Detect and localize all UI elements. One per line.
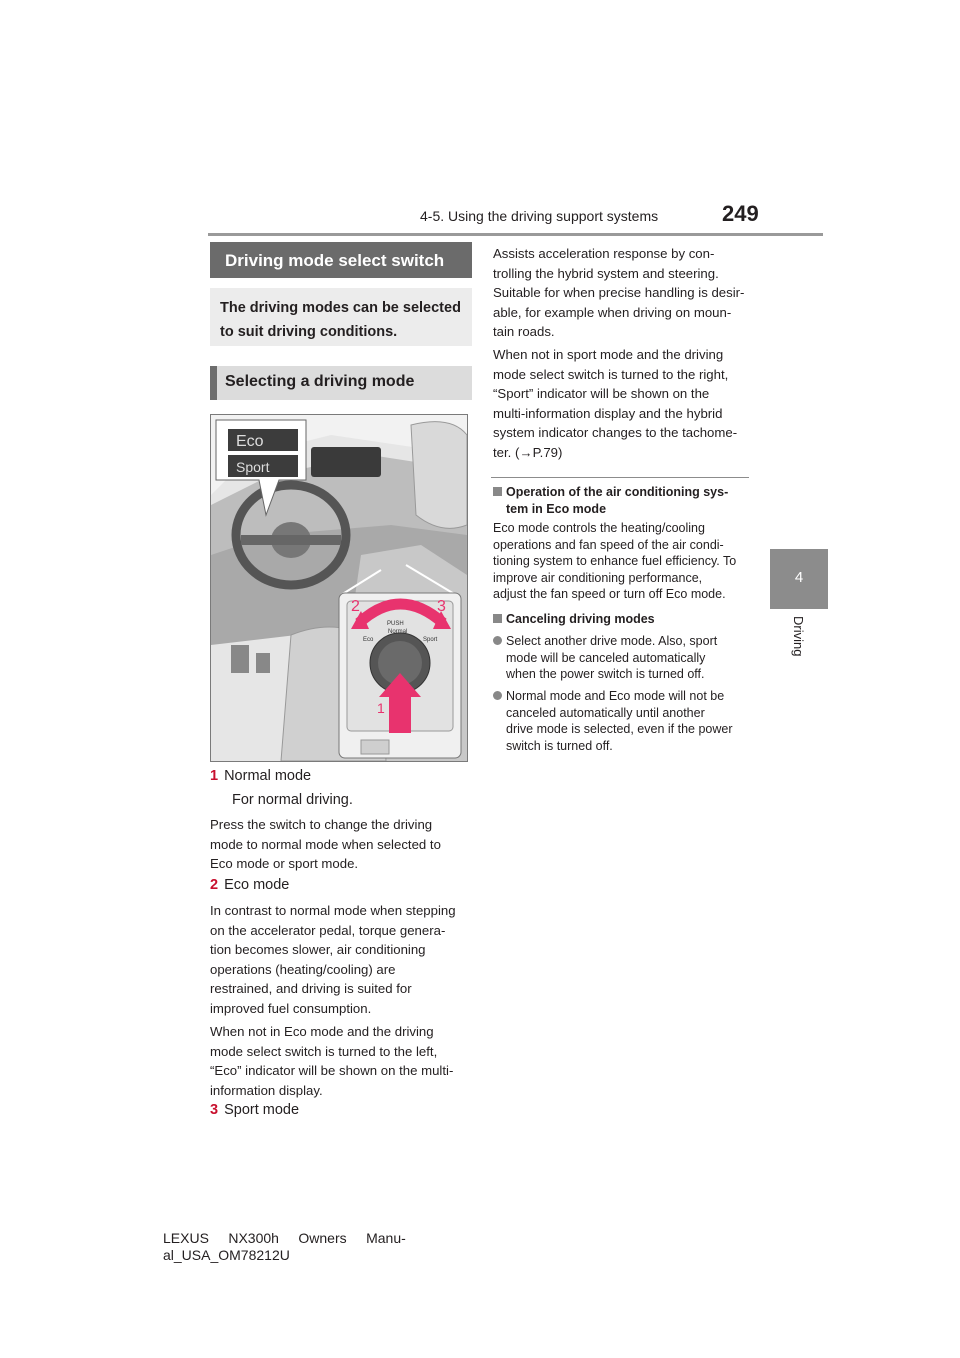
mode-1-sub: For normal driving. [232, 792, 353, 808]
chapter-label: Driving [791, 616, 806, 657]
subsection-heading-selecting: Selecting a driving mode [210, 366, 472, 400]
square-bullet-icon [493, 487, 502, 496]
mode-3-desc: Assists acceleration response by con- trolling the hybrid system and steering. Suitable for when precise handling is desir- able, for example when driving on moun- tain roads. [493, 246, 745, 339]
note-2-title: Canceling driving modes [493, 611, 655, 628]
page-number: 249 [722, 201, 759, 226]
mode-3-heading: 3 Sport mode [210, 1102, 300, 1118]
intro-box: The driving modes can be selected to suit driving conditions. [210, 288, 472, 346]
section-heading-driving-mode: Driving mode select switch [210, 242, 472, 278]
sport-indicator-label: Sport [236, 459, 270, 475]
cockpit-illustration [210, 414, 468, 762]
note-1-text: Eco mode controls the heating/cooling operations and fan speed of the air condi- tioning system to enhance fuel efficiency. To improve air conditioning performance, adjust the fan speed or turn off Eco mode. [493, 521, 737, 601]
knob-eco-label: Eco [363, 637, 374, 643]
header-divider [208, 233, 823, 236]
callout-2: 2 [351, 598, 360, 615]
mode-1-desc: Press the switch to change the driving mode to normal mode when selected to Eco mode or sport mode. [210, 817, 441, 871]
circle-bullet-icon [493, 636, 502, 645]
chapter-number: 4 [794, 569, 804, 586]
bullet-item: Normal mode and Eco mode will not be canceled automatically until another drive mode is selected, even if the power switch is turned off. [493, 688, 733, 754]
section-title: 4-5. Using the driving support systems [420, 208, 659, 224]
callout-3: 3 [437, 598, 446, 615]
note-1-title: Operation of the air conditioning sys- tem in Eco mode [493, 484, 728, 517]
knob-push-label: PUSH [387, 621, 404, 627]
mode-1-heading: 1 Normal mode [210, 768, 312, 784]
mode-2-heading: 2 Eco mode [210, 877, 290, 893]
square-bullet-icon [493, 614, 502, 623]
knob-sport-label: Sport [423, 637, 438, 643]
mode-2-desc2: When not in Eco mode and the driving mode select switch is turned to the left, “Eco” indicator will be shown on the multi- information display. [210, 1024, 454, 1098]
chapter-tab [770, 549, 828, 609]
knob-normal-label: Normal [388, 629, 408, 635]
eco-indicator-label: Eco [236, 433, 264, 450]
callout-1: 1 [377, 700, 385, 716]
arrow-icon: → [519, 444, 533, 460]
circle-bullet-icon [493, 691, 502, 700]
page-reference-link[interactable]: P.79) [532, 444, 563, 460]
mode-3-desc2: When not in sport mode and the driving mode select switch is turned to the right, “Sport” indicator will be shown on the multi-information display and the hybrid system indicator changes to the tachome- ter. (→P.79) [493, 347, 738, 460]
footer-manual-id: LEXUS NX300h Owners Manu- al_USA_OM78212U [163, 1230, 406, 1263]
notes-divider [491, 477, 749, 478]
mode-2-desc: In contrast to normal mode when stepping on the accelerator pedal, torque genera- tion becomes slower, air conditioning operations (heating/cooling) are restrained, and driving is suited for improved fuel consumption. [210, 903, 456, 1016]
bullet-item: Select another drive mode. Also, sport mode will be canceled automatically when the power switch is turned off. [493, 633, 717, 683]
